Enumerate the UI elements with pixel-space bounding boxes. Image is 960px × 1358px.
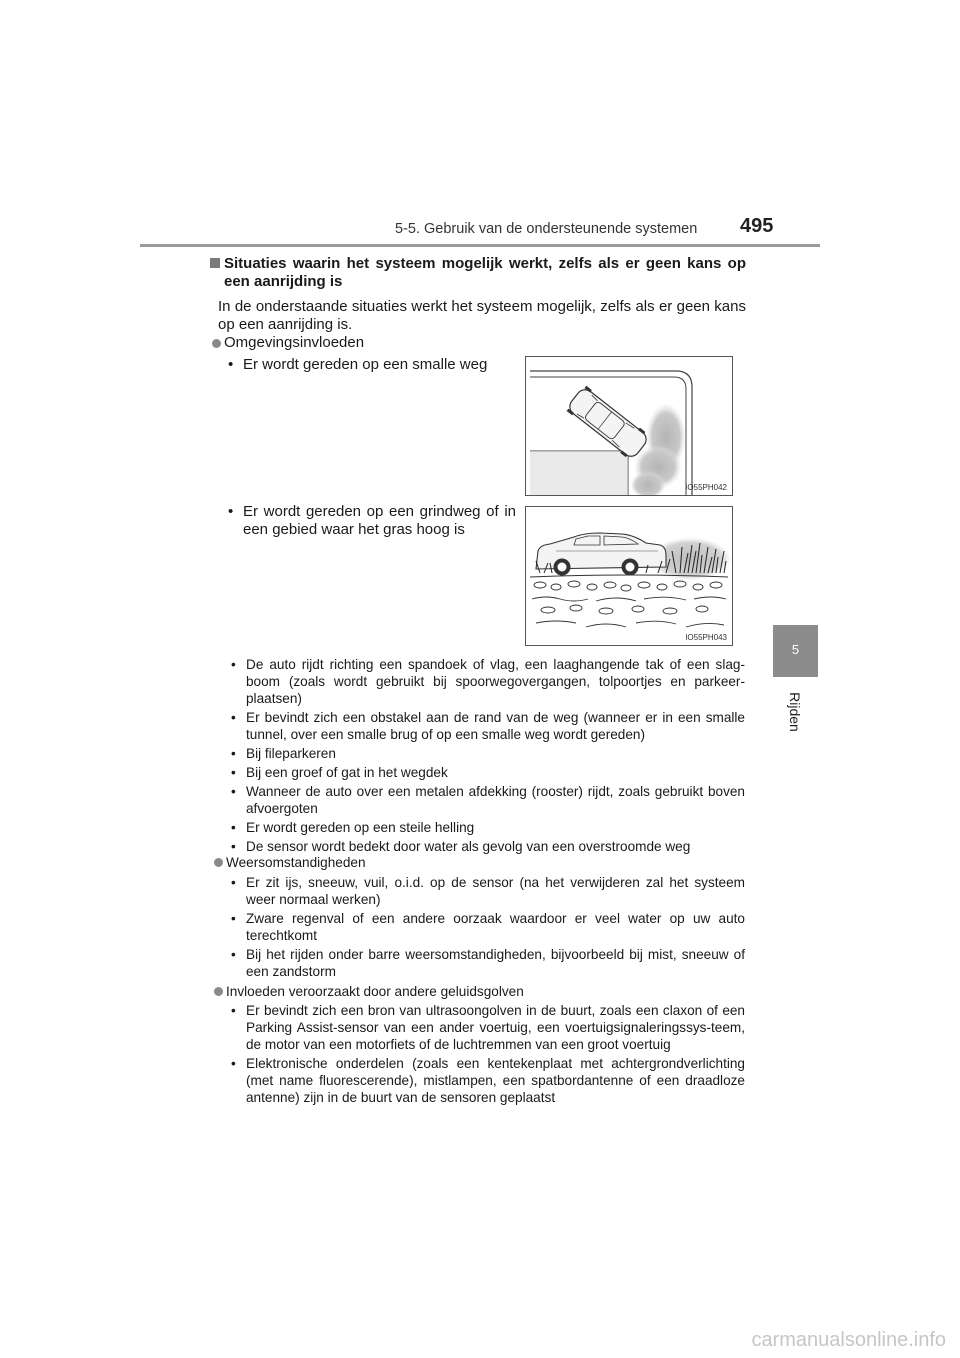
page-number: 495 [740,215,774,237]
section-heading [210,255,746,291]
list-item-text: Wanneer de auto over een metalen afdekking (rooster) rijdt, zoals gebruikt boven afvoergoten [246,784,745,816]
category-environment [210,334,746,352]
circle-bullet-icon [214,858,223,867]
figure-1-code: IO55PH042 [685,483,727,492]
list-item-text: De sensor wordt bedekt door water als gevolg van een overstroomde weg [246,839,691,854]
circle-bullet-icon [214,987,223,996]
list-item [228,874,745,908]
bullet: • [231,784,236,799]
bullet: • [231,911,236,926]
category-sound-heading [212,983,742,1000]
sound-list [228,1002,745,1108]
intro-paragraph: In de onderstaande situaties werkt het systeem mogelijk, zelfs als er geen kans op een aanrijding is. [218,298,746,333]
category-weather-title: Weersomstandigheden [226,855,366,870]
figure-2-caption [226,503,516,539]
figure-2-text: Er wordt gereden op een grindweg of in een gebied waar het gras hoog is [243,503,516,538]
section-title: 5-5. Gebruik van de ondersteunende systemen [395,221,698,237]
header-rule [140,244,820,247]
list-item [228,1055,745,1106]
bullet: • [231,1056,236,1071]
environment-list [228,656,745,857]
chapter-number: 5 [791,642,800,657]
circle-bullet-icon [212,339,221,348]
category-environment-title: Omgevingsinvloeden [224,334,365,351]
bullet: • [228,503,234,520]
bullet: • [231,746,236,761]
list-item-text: Er bevindt zich een bron van ultrasoongolven in de buurt, zoals een claxon of een Parking Assist-sensor van een ander voertuig, een voertuigsignaleringssys-teem, de motor van een motorfiets of de luchtremmen van een groot voertuig [246,1003,745,1052]
list-item-text: Bij fileparkeren [246,746,336,761]
page-header [140,216,820,248]
bullet: • [231,765,236,780]
list-item [228,819,745,836]
figure-1-caption [226,356,516,374]
list-item [228,709,745,743]
list-item-text: Er bevindt zich een obstakel aan de rand van de weg (wanneer er in een smalle tunnel, over een smalle brug of op een smalle weg wordt gereden) [246,710,745,742]
bullet: • [231,1003,236,1018]
main-content [210,255,746,352]
gravel-grass-illustration [526,507,732,645]
bullet: • [231,820,236,835]
list-item [228,745,745,762]
list-item-text: Zware regenval of een andere oorzaak waardoor er veel water op uw auto terechtkomt [246,911,745,943]
category-weather-heading [212,854,742,871]
chapter-label-text: Rijden [787,692,803,732]
chapter-tab[interactable] [773,625,818,677]
narrow-road-illustration [526,357,732,495]
figure-1-text: Er wordt gereden op een smalle weg [243,356,488,373]
list-item [228,910,745,944]
list-item-text: Bij het rijden onder barre weersomstandigheden, bijvoorbeeld bij mist, sneeuw of een zandstorm [246,947,745,979]
list-item [228,838,745,855]
watermark: carmanualsonline.info [751,1329,946,1351]
section-heading-text: Situaties waarin het systeem mogelijk werkt, zelfs als er geen kans op een aanrijding is [224,255,746,290]
category-sound-title: Invloeden veroorzaakt door andere geluidsgolven [226,984,524,999]
list-item [228,1002,745,1053]
bullet: • [231,710,236,725]
chapter-label [778,690,812,740]
figure-2-code: IO55PH043 [685,633,727,642]
category-weather [212,854,742,871]
category-sound [212,983,742,1000]
list-item-text: Er zit ijs, sneeuw, vuil, o.i.d. op de sensor (na het verwijderen zal het systeem weer normaal werken) [246,875,745,907]
bullet: • [231,657,236,672]
square-bullet-icon [210,258,220,268]
list-item-text: De auto rijdt richting een spandoek of vlag, een laaghangende tak of een slag-boom (zoals wordt gebruikt bij spoorwegovergangen, tolpoortjes en parkeer-plaatsen) [246,657,745,706]
bullet: • [228,356,234,373]
list-item-text: Er wordt gereden op een steile helling [246,820,475,835]
list-item [228,764,745,781]
bullet: • [231,947,236,962]
list-item-text: Elektronische onderdelen (zoals een kentekenplaat met achtergrondverlichting (met name fluorescerende), mistlampen, een spatbordantenne of een draadloze antenne) zijn in de buurt van de sensoren geplaatst [246,1056,745,1105]
bullet: • [231,839,236,854]
list-item-text: Bij een groef of gat in het wegdek [246,765,448,780]
list-item [228,946,745,980]
figure-narrow-road [525,356,733,496]
weather-list [228,874,745,982]
list-item [228,783,745,817]
list-item [228,656,745,707]
bullet: • [231,875,236,890]
figure-gravel-grass [525,506,733,646]
